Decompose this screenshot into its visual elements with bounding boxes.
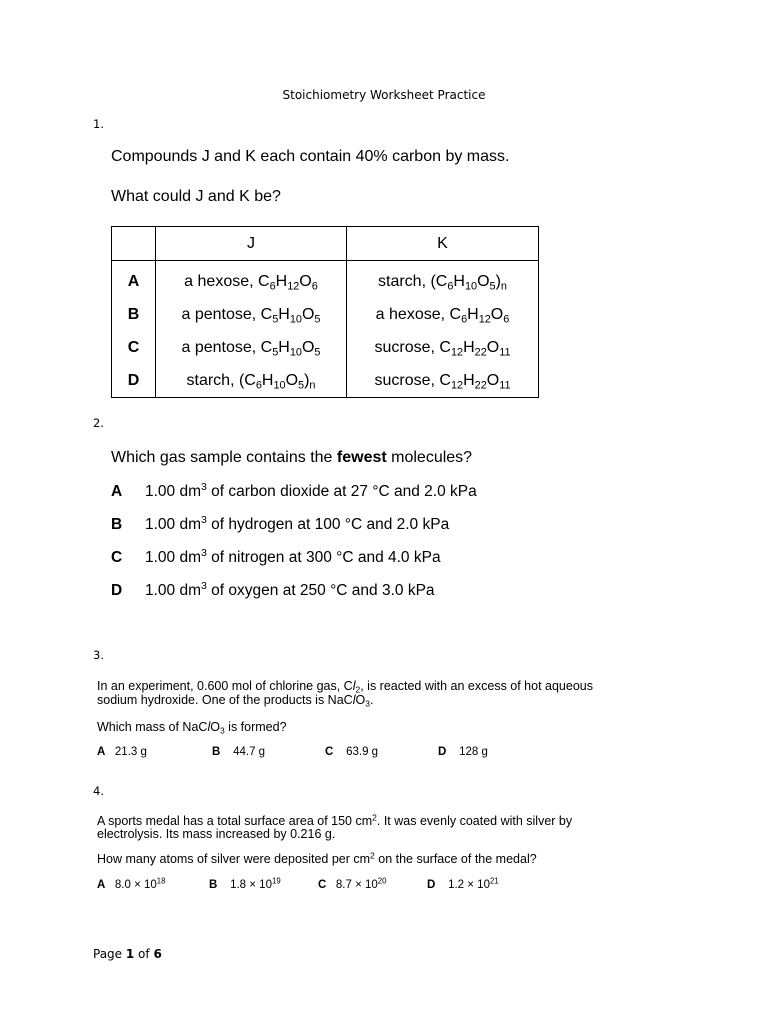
- option-letter: C: [112, 331, 156, 364]
- table-row: [112, 331, 539, 364]
- question-4-prompt: How many atoms of silver were deposited per $cm^2$ on the surface of the medal?: [97, 850, 537, 866]
- question-1-table: [111, 226, 539, 398]
- table-row: [112, 364, 539, 398]
- compound-j: a hexose, $C_6H_{12}O_6$: [156, 261, 347, 299]
- footer-separator: of: [134, 947, 154, 961]
- option-letter: A: [97, 879, 106, 891]
- compound-j: starch, $(C_6H_{10}O_5)_n$: [156, 364, 347, 398]
- question-2-prompt: [111, 449, 472, 467]
- option-letter: A: [97, 746, 106, 758]
- option-letter: B: [209, 879, 218, 891]
- option-letter: C: [318, 879, 327, 891]
- option-letter: C: [111, 549, 123, 566]
- question-2-prompt-start: Which gas sample contains the: [111, 449, 337, 466]
- question-1-number: 1.: [93, 117, 104, 131]
- question-2-option-d: D 1.00 $dm^3$ of oxygen at 250 °C and 3.0 kPa: [111, 580, 435, 599]
- page-title: Stoichiometry Worksheet Practice: [282, 88, 486, 102]
- option-letter: A: [111, 483, 123, 500]
- question-2-option-c: C 1.00 $dm^3$ of nitrogen at 300 °C and 4.0 kPa: [111, 547, 441, 566]
- option-letter: C: [325, 746, 334, 758]
- option-text: 21.3 g: [114, 746, 147, 758]
- option-text: 63.9 g: [346, 746, 379, 758]
- compound-k: a hexose, $C_6H_{12}O_6$: [347, 298, 539, 331]
- question-3-option-c: [325, 746, 378, 758]
- question-3-statement-line-1: In an experiment, 0.600 mol of chlorine gas, $Cl_2$, is reacted with an excess of hot aqueous: [97, 679, 593, 695]
- question-4-number: 4.: [93, 784, 104, 798]
- question-2-prompt-end: molecules?: [386, 449, 473, 466]
- table-header-j: J: [156, 227, 347, 261]
- option-text: 44.7 g: [233, 746, 266, 758]
- compound-k: sucrose, $C_{12}H_{22}O_{11}$: [347, 331, 539, 364]
- table-header-blank: [112, 227, 156, 261]
- question-3-statement-line-2: sodium hydroxide. One of the products is NaClO$_3$.: [97, 693, 374, 709]
- option-letter: D: [112, 364, 156, 398]
- question-3-option-a: [97, 746, 147, 758]
- option-letter: D: [111, 582, 123, 599]
- question-4-option-c: C $8.7 \times 10^{20}$: [318, 876, 387, 891]
- footer-prefix: Page: [93, 947, 126, 961]
- page-footer: [93, 947, 162, 961]
- question-2-option-a: A 1.00 $dm^3$ of carbon dioxide at 27 °C and 2.0 kPa: [111, 481, 477, 500]
- question-4-option-b: B $1.8 \times 10^{19}$: [209, 876, 281, 891]
- option-letter: B: [112, 298, 156, 331]
- question-4-statement-line-2: electrolysis. Its mass increased by 0.216 g.: [97, 827, 336, 841]
- question-2-emphasis: fewest: [336, 449, 387, 466]
- option-letter: B: [111, 516, 123, 533]
- question-4-option-a: A $8.0 \times 10^{18}$: [97, 876, 166, 891]
- question-3-option-b: [212, 746, 265, 758]
- compound-j: a pentose, $C_5H_{10}O_5$: [156, 331, 347, 364]
- question-3-number: 3.: [93, 648, 104, 662]
- option-letter: D: [438, 746, 447, 758]
- question-2-number: 2.: [93, 416, 104, 430]
- total-page-count: 6: [153, 947, 162, 961]
- table-header-k: K: [347, 227, 539, 261]
- option-letter: B: [212, 746, 221, 758]
- current-page-number: 1: [125, 947, 135, 961]
- question-4-statement-line-1: A sports medal has a total surface area of 150 $cm^2$. It was evenly coated with silver by: [97, 812, 573, 828]
- compound-k: starch, $(C_6H_{10}O_5)_n$: [347, 261, 539, 299]
- question-1-prompt: What could J and K be?: [111, 188, 281, 205]
- table-row: [112, 261, 539, 299]
- question-2-option-b: B 1.00 $dm^3$ of hydrogen at 100 °C and 2.0 kPa: [111, 514, 450, 533]
- option-letter: A: [112, 261, 156, 299]
- table-row: [112, 298, 539, 331]
- question-3-option-d: [438, 746, 488, 758]
- table-header-row: [112, 227, 539, 261]
- option-text: 128 g: [459, 746, 488, 758]
- question-4-option-d: D $1.2 \times 10^{21}$: [427, 876, 499, 891]
- compound-j: a pentose, $C_5H_{10}O_5$: [156, 298, 347, 331]
- question-3-prompt: Which mass of NaClO$_3$ is formed?: [97, 720, 287, 736]
- option-letter: D: [427, 879, 436, 891]
- compound-k: sucrose, $C_{12}H_{22}O_{11}$: [347, 364, 539, 398]
- question-1-statement: Compounds J and K each contain 40% carbon by mass.: [111, 148, 510, 165]
